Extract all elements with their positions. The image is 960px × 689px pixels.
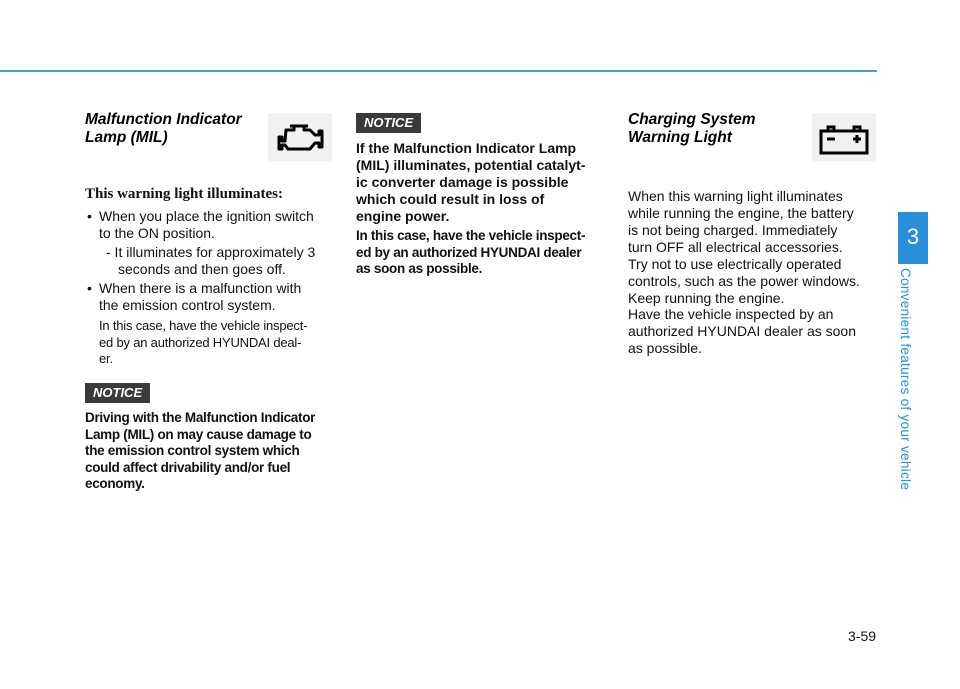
notice-text: Driving with the Malfunction Indicator Lamp (MIL) on may cause damage to the emission control system which could affect drivability and/or fuel economy. xyxy=(85,410,316,491)
charging-description: When this warning light illuminates while running the engine, the battery is not being charged. Immediately turn OFF all electrical accessories. Try not to use electrically operated controls, such as the power windows. Keep running the engine. xyxy=(628,188,860,306)
inspection-note: In this case, have the vehicle inspect- ed by an authorized HYUNDAI deal- er. xyxy=(99,318,308,366)
inspection-advice: In this case, have the vehicle inspect- ed by an authorized HYUNDAI dealer as soon as possible. xyxy=(356,228,586,276)
bullet-dot: • xyxy=(87,280,92,296)
charging-heading: Charging System Warning Light xyxy=(628,111,756,146)
battery-icon xyxy=(812,113,876,161)
notice-badge: NOTICE xyxy=(85,383,150,403)
subheading: This warning light illuminates: xyxy=(85,186,283,202)
mil-heading: Malfunction Indicator Lamp (MIL) xyxy=(85,111,242,146)
bullet-ignition: When you place the ignition switch to the ON position. xyxy=(99,208,314,241)
page-number: 3-59 xyxy=(848,628,877,644)
top-rule xyxy=(0,70,877,72)
sub-item-duration: - It illuminates for approximately 3 seconds and then goes off. xyxy=(106,244,316,277)
chapter-title: Convenient features of your vehicle xyxy=(898,268,913,491)
chapter-number: 3 xyxy=(906,224,920,249)
catalytic-warning: If the Malfunction Indicator Lamp (MIL) illuminates, potential catalyt- ic converter damage is possible which could result in loss of engine power. xyxy=(356,140,586,224)
bullet-dot: • xyxy=(87,208,92,224)
engine-check-icon xyxy=(268,113,332,161)
charging-inspection: Have the vehicle inspected by an authorized HYUNDAI dealer as soon as possible. xyxy=(628,306,857,356)
notice-badge: NOTICE xyxy=(356,113,421,133)
bullet-emission: When there is a malfunction with the emission control system. xyxy=(99,280,302,313)
